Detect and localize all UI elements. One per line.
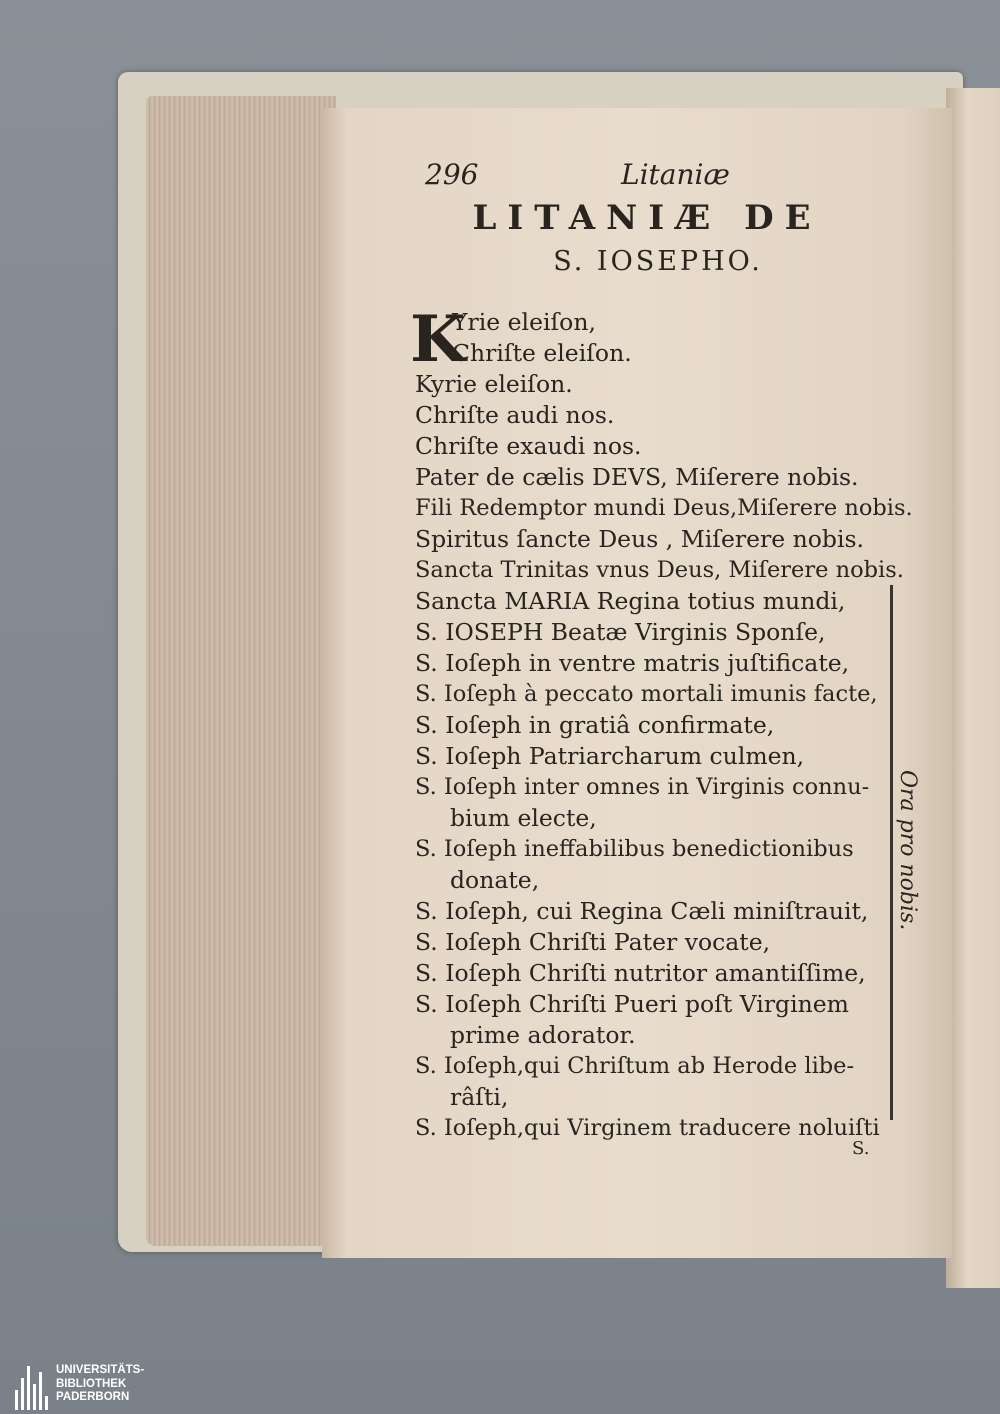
litany-line: S. Ioſeph in ventre matris juſtificate, <box>415 649 850 677</box>
litany-line: Sancta MARIA Regina totius mundi, <box>415 587 846 615</box>
footer-bar <box>0 1364 1000 1414</box>
litany-line: S. Ioſeph Chriſti Pueri poſt Virginem <box>415 990 849 1018</box>
litany-line: Yrie eleiſon, <box>452 308 596 336</box>
litany-line: prime adorator. <box>450 1021 636 1049</box>
litany-line: Chriſte eleiſon. <box>452 339 632 367</box>
litany-title: LITANIÆ DE <box>472 198 822 238</box>
litany-line: S. Ioſeph,qui Chriſtum ab Herode libe- <box>415 1053 855 1079</box>
litany-subtitle: S. IOSEPHO. <box>553 246 763 277</box>
litany-line: S. IOSEPH Beatæ Virginis Sponſe, <box>415 618 826 646</box>
drop-cap: K <box>410 302 466 377</box>
page-number: 296 <box>425 158 479 191</box>
litany-line: Chriſte exaudi nos. <box>415 432 642 460</box>
litany-line: râſti, <box>450 1083 509 1111</box>
library-logo-icon <box>15 1366 51 1410</box>
response-bracket <box>884 585 893 1120</box>
litany-line: S. Ioſeph inter omnes in Virginis connu- <box>415 774 870 800</box>
logo-line: PADERBORN <box>56 1391 130 1403</box>
logo-line: UNIVERSITÄTS- <box>56 1364 145 1376</box>
litany-line: Chriſte audi nos. <box>415 401 615 429</box>
catchword: S. <box>852 1138 870 1159</box>
litany-line: S. Ioſeph Patriarcharum culmen, <box>415 742 805 770</box>
litany-line: Kyrie eleiſon. <box>415 370 573 398</box>
library-logo-text <box>56 1364 144 1405</box>
litany-line: S. Ioſeph Chriſti Pater vocate, <box>415 928 771 956</box>
running-title: Litaniæ <box>621 158 730 191</box>
running-head <box>425 158 755 198</box>
litany-line: S. Ioſeph in gratiâ confirmate, <box>415 711 775 739</box>
litany-line: Fili Redemptor mundi Deus,Miſerere nobis. <box>415 495 913 521</box>
litany-line: S. Ioſeph à peccato mortali imunis facte, <box>415 681 878 707</box>
litany-line: S. Ioſeph, cui Regina Cæli miniſtrauit, <box>415 897 869 925</box>
facing-page <box>946 88 1000 1288</box>
litany-line: Spiritus ſancte Deus , Miſerere nobis. <box>415 525 865 553</box>
litany-line: S. Ioſeph,qui Virginem traducere noluiſti <box>415 1115 880 1141</box>
response-text: Ora pro nobis. <box>895 770 920 931</box>
litany-line: Pater de cælis DEVS, Miſerere nobis. <box>415 463 859 491</box>
page-block-edges <box>146 96 336 1246</box>
litany-line: S. Ioſeph ineffabilibus benedictionibus <box>415 836 854 862</box>
litany-line: S. Ioſeph Chriſti nutritor amantiſſime, <box>415 959 866 987</box>
litany-line: donate, <box>450 866 540 894</box>
litany-line: Sancta Trinitas vnus Deus, Miſerere nobis. <box>415 557 904 583</box>
logo-line: BIBLIOTHEK <box>56 1377 127 1390</box>
litany-line: bium electe, <box>450 804 597 832</box>
